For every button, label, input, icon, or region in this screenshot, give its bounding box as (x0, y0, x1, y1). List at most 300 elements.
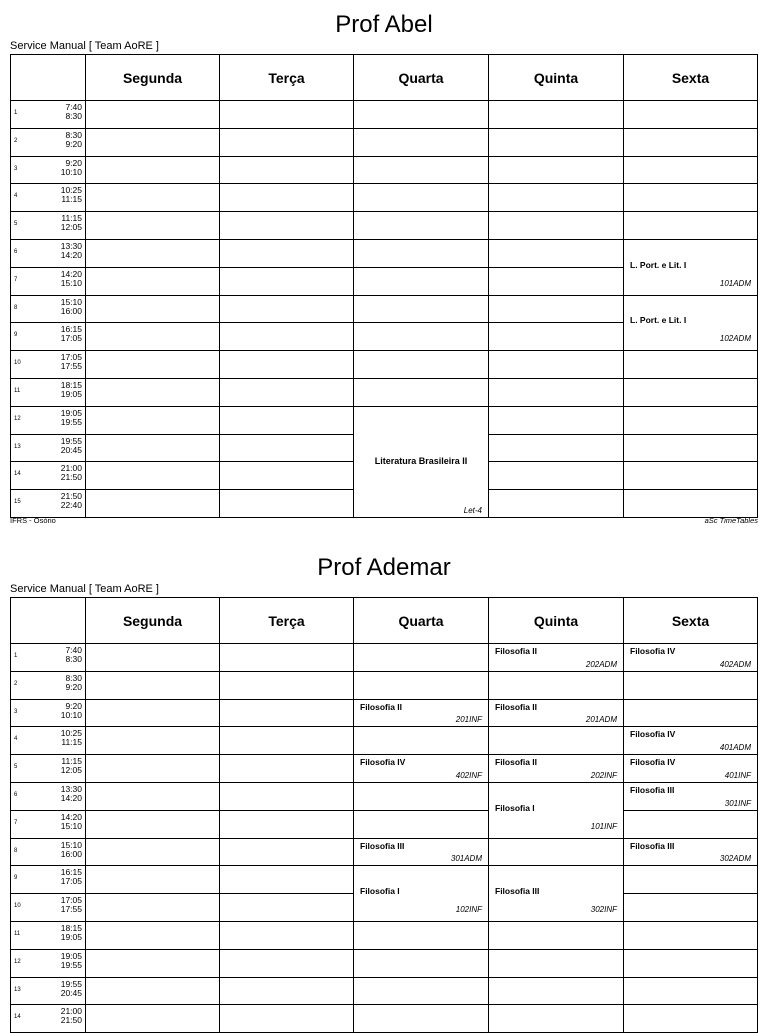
period-time (61, 813, 82, 831)
empty-cell (220, 949, 354, 977)
class-cell (489, 866, 624, 922)
period-start: 10:25 (60, 185, 82, 196)
period-number: 9 (14, 332, 18, 339)
empty-cell (354, 267, 489, 295)
period-start: 13:30 (60, 240, 82, 251)
period-number: 3 (14, 165, 18, 172)
period-cell (11, 406, 86, 434)
day-header: Sexta (624, 55, 758, 101)
period-end: 21:50 (60, 472, 82, 483)
class-room: Let-4 (463, 505, 482, 515)
empty-cell (86, 671, 220, 699)
empty-cell (354, 921, 489, 949)
empty-cell (220, 323, 354, 351)
period-row (11, 212, 758, 240)
period-cell (11, 810, 86, 838)
period-time (61, 298, 82, 316)
empty-cell (86, 977, 220, 1005)
class-room: 401INF (724, 770, 751, 780)
period-cell (11, 699, 86, 727)
period-cell (11, 295, 86, 323)
class-cell (624, 644, 758, 672)
class-room: 401ADM (719, 743, 751, 753)
empty-cell (489, 156, 624, 184)
period-time (61, 785, 82, 803)
period-end: 15:10 (60, 277, 82, 288)
period-start: 13:30 (60, 783, 82, 794)
period-start: 18:15 (60, 379, 82, 390)
empty-cell (489, 351, 624, 379)
period-end: 10:10 (60, 709, 82, 720)
period-end: 17:55 (60, 904, 82, 915)
period-cell (11, 184, 86, 212)
period-end: 16:00 (60, 848, 82, 859)
empty-cell (220, 128, 354, 156)
empty-cell (86, 894, 220, 922)
header-row (11, 598, 758, 644)
period-time (65, 674, 82, 692)
footer-software: aSc TimeTables (704, 516, 758, 525)
period-cell (11, 866, 86, 894)
period-number: 9 (14, 875, 18, 882)
period-number: 2 (14, 680, 18, 687)
period-time (61, 492, 82, 510)
class-subject: Filosofia III (360, 840, 405, 851)
empty-cell (489, 101, 624, 129)
empty-cell (489, 727, 624, 755)
period-row (11, 644, 758, 672)
empty-cell (86, 184, 220, 212)
day-header: Quarta (354, 55, 489, 101)
empty-cell (624, 866, 758, 894)
period-cell (11, 838, 86, 866)
empty-cell (354, 727, 489, 755)
empty-cell (220, 810, 354, 838)
period-number: 7 (14, 819, 18, 826)
period-end: 12:05 (60, 765, 82, 776)
empty-cell (220, 866, 354, 894)
empty-cell (354, 295, 489, 323)
period-row (11, 295, 758, 323)
empty-cell (86, 406, 220, 434)
period-cell (11, 1005, 86, 1033)
period-end: 9:20 (65, 138, 82, 149)
period-time (61, 952, 82, 970)
empty-cell (354, 323, 489, 351)
period-end: 11:15 (61, 737, 82, 748)
empty-cell (220, 267, 354, 295)
class-room: 402INF (455, 770, 482, 780)
empty-cell (220, 727, 354, 755)
class-subject: Filosofia I (360, 886, 400, 897)
day-header: Sexta (624, 598, 758, 644)
period-number: 15 (14, 499, 21, 506)
empty-cell (624, 128, 758, 156)
empty-cell (354, 101, 489, 129)
class-cell (354, 755, 489, 783)
class-subject: Filosofia II (360, 701, 403, 712)
period-cell (11, 239, 86, 267)
period-end: 9:20 (65, 681, 82, 692)
period-number: 6 (14, 791, 18, 798)
empty-cell (489, 267, 624, 295)
empty-cell (86, 239, 220, 267)
period-cell (11, 323, 86, 351)
empty-cell (624, 894, 758, 922)
period-time (61, 896, 82, 914)
empty-cell (86, 727, 220, 755)
period-number: 8 (14, 304, 18, 311)
period-start: 7:40 (65, 645, 82, 655)
period-time (61, 186, 82, 204)
empty-cell (220, 490, 354, 518)
class-cell (624, 838, 758, 866)
empty-cell (624, 212, 758, 240)
period-end: 16:00 (60, 305, 82, 316)
class-subject: Filosofia II (495, 701, 538, 712)
period-row (11, 239, 758, 267)
period-time (61, 1007, 82, 1025)
period-cell (11, 727, 86, 755)
class-subject: Filosofia III (630, 840, 675, 851)
class-subject: Filosofia I (495, 802, 535, 813)
period-start: 16:15 (60, 867, 82, 878)
period-end: 10:10 (60, 166, 82, 177)
period-row (11, 949, 758, 977)
period-cell (11, 490, 86, 518)
class-cell (489, 755, 624, 783)
empty-cell (489, 406, 624, 434)
empty-cell (489, 434, 624, 462)
empty-cell (220, 101, 354, 129)
schedule-subtitle: Service Manual [ Team AoRE ] (10, 40, 159, 52)
class-room: 301ADM (450, 854, 482, 864)
period-cell (11, 128, 86, 156)
period-end: 17:55 (60, 361, 82, 372)
day-header: Quarta (354, 598, 489, 644)
day-header: Terça (220, 55, 354, 101)
empty-cell (624, 406, 758, 434)
class-room: 301INF (724, 798, 751, 808)
period-start: 14:20 (60, 268, 82, 279)
footer-school: IFRS - Osório (10, 516, 56, 525)
period-start: 7:40 (65, 102, 82, 112)
period-cell (11, 212, 86, 240)
empty-cell (86, 378, 220, 406)
class-room: 302ADM (719, 854, 751, 864)
empty-cell (86, 1005, 220, 1033)
empty-cell (86, 838, 220, 866)
day-header: Terça (220, 598, 354, 644)
period-cell (11, 378, 86, 406)
period-start: 9:20 (65, 700, 82, 711)
empty-cell (220, 462, 354, 490)
empty-cell (220, 671, 354, 699)
period-cell (11, 351, 86, 379)
empty-cell (86, 921, 220, 949)
period-start: 11:15 (61, 756, 82, 767)
period-number: 5 (14, 764, 18, 771)
empty-cell (220, 699, 354, 727)
period-cell (11, 434, 86, 462)
period-start: 8:30 (65, 129, 82, 140)
empty-cell (354, 810, 489, 838)
period-start: 19:05 (60, 950, 82, 961)
period-row (11, 866, 758, 894)
period-end: 17:05 (60, 333, 82, 344)
empty-cell (86, 295, 220, 323)
empty-cell (354, 1005, 489, 1033)
empty-cell (220, 378, 354, 406)
period-end: 19:55 (60, 959, 82, 970)
empty-cell (354, 351, 489, 379)
period-number: 3 (14, 708, 18, 715)
period-start: 9:20 (65, 157, 82, 168)
period-number: 5 (14, 221, 18, 228)
empty-cell (624, 810, 758, 838)
empty-cell (489, 128, 624, 156)
class-cell (489, 644, 624, 672)
period-cell (11, 644, 86, 672)
class-room: 101ADM (719, 278, 751, 288)
period-start: 19:55 (60, 435, 82, 446)
class-cell (354, 838, 489, 866)
period-end: 20:45 (60, 444, 82, 455)
empty-cell (86, 156, 220, 184)
period-cell (11, 949, 86, 977)
empty-cell (354, 644, 489, 672)
period-number: 11 (14, 387, 21, 394)
empty-cell (86, 490, 220, 518)
period-number: 6 (14, 248, 18, 255)
empty-cell (489, 378, 624, 406)
empty-cell (220, 239, 354, 267)
period-start: 17:05 (60, 895, 82, 906)
period-start: 14:20 (60, 811, 82, 822)
timetable-grid (10, 597, 757, 1033)
empty-cell (354, 184, 489, 212)
empty-cell (220, 156, 354, 184)
period-cell (11, 156, 86, 184)
class-subject: Filosofia IV (630, 729, 676, 740)
class-cell (624, 295, 758, 351)
period-row (11, 699, 758, 727)
period-row (11, 378, 758, 406)
empty-cell (86, 128, 220, 156)
period-time (61, 159, 82, 177)
period-time (61, 868, 82, 886)
period-end: 14:20 (60, 792, 82, 803)
period-end: 19:05 (60, 931, 82, 942)
period-start: 11:15 (61, 213, 82, 224)
period-number: 13 (14, 986, 21, 993)
empty-cell (354, 782, 489, 810)
class-cell (624, 782, 758, 810)
period-number: 1 (14, 110, 18, 116)
empty-cell (624, 921, 758, 949)
class-room: 101INF (590, 821, 617, 831)
empty-cell (220, 295, 354, 323)
period-end: 8:30 (65, 654, 82, 664)
period-start: 16:15 (60, 324, 82, 335)
period-number: 2 (14, 137, 18, 144)
period-start: 8:30 (65, 672, 82, 683)
empty-cell (624, 351, 758, 379)
period-time (61, 757, 82, 775)
period-end: 17:05 (60, 876, 82, 887)
empty-cell (489, 1005, 624, 1033)
period-end: 8:30 (65, 111, 82, 121)
empty-cell (489, 184, 624, 212)
period-end: 11:15 (61, 194, 82, 205)
period-number: 8 (14, 847, 18, 854)
empty-cell (86, 351, 220, 379)
corner-cell (11, 55, 86, 101)
empty-cell (86, 267, 220, 295)
empty-cell (86, 782, 220, 810)
empty-cell (489, 490, 624, 518)
class-subject: Filosofia IV (630, 757, 676, 768)
empty-cell (86, 434, 220, 462)
period-row (11, 128, 758, 156)
empty-cell (489, 838, 624, 866)
empty-cell (354, 378, 489, 406)
class-room: 202INF (590, 770, 617, 780)
empty-cell (220, 921, 354, 949)
period-row (11, 810, 758, 838)
class-cell (489, 782, 624, 838)
empty-cell (489, 212, 624, 240)
day-header: Quinta (489, 598, 624, 644)
period-time (61, 409, 82, 427)
empty-cell (86, 644, 220, 672)
empty-cell (220, 406, 354, 434)
period-end: 14:20 (60, 249, 82, 260)
period-time (61, 381, 82, 399)
period-time (65, 646, 82, 664)
period-number: 13 (14, 443, 21, 450)
empty-cell (624, 1005, 758, 1033)
header-row (11, 55, 758, 101)
empty-cell (220, 434, 354, 462)
empty-cell (220, 212, 354, 240)
period-number: 12 (14, 415, 21, 422)
class-room: 202ADM (585, 659, 617, 669)
class-subject: Filosofia III (630, 784, 675, 795)
empty-cell (86, 323, 220, 351)
empty-cell (354, 671, 489, 699)
class-cell (624, 755, 758, 783)
period-number: 10 (14, 903, 21, 910)
empty-cell (624, 378, 758, 406)
period-number: 4 (14, 193, 18, 200)
period-row (11, 727, 758, 755)
empty-cell (624, 434, 758, 462)
empty-cell (624, 184, 758, 212)
period-time (61, 980, 82, 998)
schedule-title: Prof Abel (335, 11, 433, 38)
class-room: 102ADM (719, 334, 751, 344)
empty-cell (86, 810, 220, 838)
period-end: 20:45 (60, 987, 82, 998)
empty-cell (489, 462, 624, 490)
corner-cell (11, 598, 86, 644)
empty-cell (220, 977, 354, 1005)
empty-cell (220, 184, 354, 212)
period-end: 21:50 (60, 1015, 82, 1026)
empty-cell (489, 295, 624, 323)
period-number: 10 (14, 360, 21, 367)
empty-cell (86, 755, 220, 783)
period-time (61, 841, 82, 859)
period-row (11, 921, 758, 949)
empty-cell (489, 921, 624, 949)
period-number: 14 (14, 1014, 21, 1021)
class-room: 201INF (455, 715, 482, 725)
empty-cell (86, 949, 220, 977)
period-time (61, 353, 82, 371)
empty-cell (220, 1005, 354, 1033)
period-cell (11, 671, 86, 699)
period-row (11, 755, 758, 783)
period-end: 12:05 (60, 222, 82, 233)
period-cell (11, 755, 86, 783)
empty-cell (489, 977, 624, 1005)
class-subject: L. Port. e Lit. I (630, 315, 687, 326)
empty-cell (354, 949, 489, 977)
class-subject: L. Port. e Lit. I (630, 259, 687, 270)
period-end: 15:10 (60, 820, 82, 831)
timetable-grid (10, 54, 757, 518)
class-cell (354, 406, 489, 517)
period-end: 19:05 (60, 388, 82, 399)
empty-cell (354, 156, 489, 184)
class-cell (624, 727, 758, 755)
period-number: 1 (14, 653, 18, 659)
class-cell (489, 699, 624, 727)
period-time (61, 325, 82, 343)
class-room: 102INF (455, 905, 482, 915)
empty-cell (489, 671, 624, 699)
empty-cell (220, 755, 354, 783)
period-start: 10:25 (60, 728, 82, 739)
period-start: 15:10 (60, 839, 82, 850)
period-row (11, 406, 758, 434)
period-time (65, 103, 82, 121)
period-start: 17:05 (60, 352, 82, 363)
period-number: 7 (14, 276, 18, 283)
class-subject: Filosofia III (495, 886, 540, 897)
empty-cell (354, 239, 489, 267)
class-cell (354, 699, 489, 727)
class-subject: Filosofia II (495, 646, 538, 656)
empty-cell (489, 239, 624, 267)
class-subject: Literatura Brasileira II (374, 456, 468, 467)
class-subject: Filosofia IV (360, 757, 406, 768)
period-time (61, 214, 82, 232)
empty-cell (86, 866, 220, 894)
class-cell (354, 866, 489, 922)
empty-cell (86, 212, 220, 240)
empty-cell (489, 949, 624, 977)
period-number: 12 (14, 958, 21, 965)
empty-cell (86, 699, 220, 727)
class-subject: Filosofia II (495, 757, 538, 768)
empty-cell (489, 323, 624, 351)
empty-cell (220, 351, 354, 379)
day-header: Quinta (489, 55, 624, 101)
period-cell (11, 267, 86, 295)
